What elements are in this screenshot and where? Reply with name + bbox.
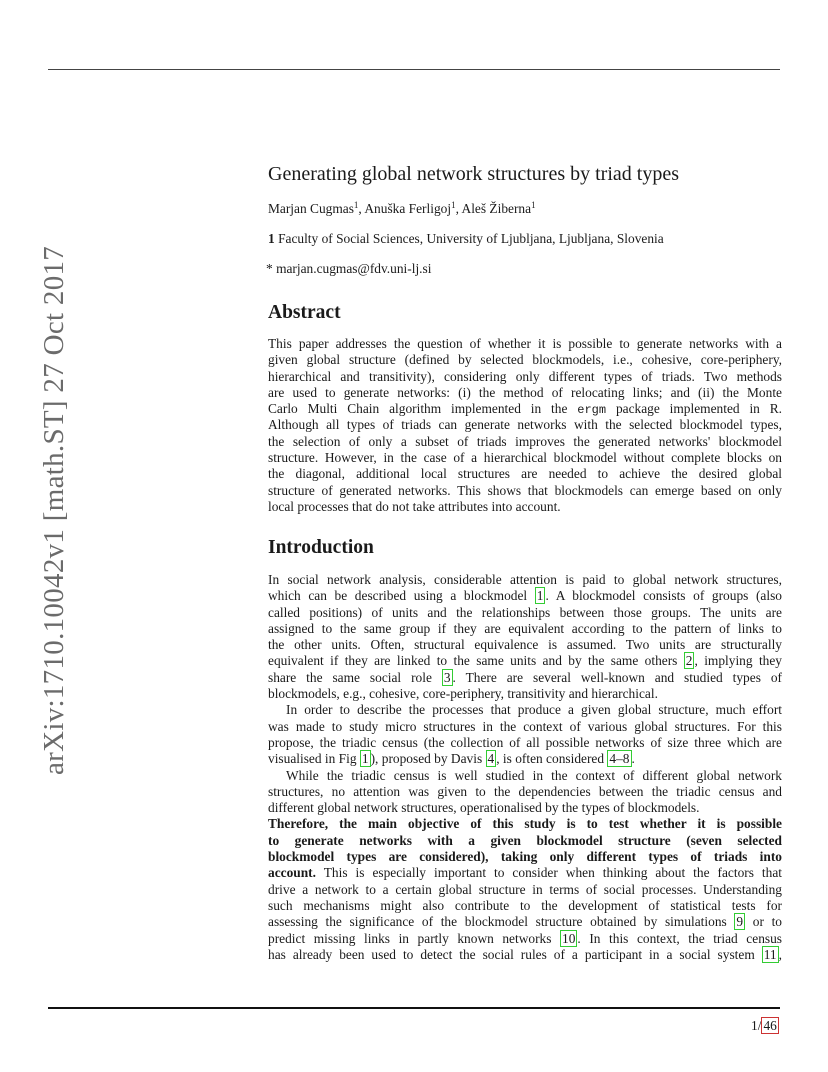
page-separator: / [757,1018,762,1033]
abstract-line: hierarchical and transitivity), considering only different types of triads. Two methods [268,368,782,384]
text-run: visualised in Fig [268,751,360,767]
text-run: While the triadic census is well studied in the context of different global network [286,767,782,783]
paper-title: Generating global network structures by triad types [268,163,679,185]
citation-link[interactable]: 4 [487,751,495,767]
abstract-line: local processes that do not take attributes into account. [268,498,561,514]
text-run: equivalent if they are linked to the same units and by the same others [268,653,684,669]
introduction-line [268,702,782,718]
introduction-line [268,670,782,686]
footer-rule [48,1007,780,1009]
introduction-line [268,621,782,637]
bold-text-run: account. [268,865,316,881]
citation-link[interactable]: 9 [736,914,744,930]
header-rule [48,69,780,70]
text-run: ), proposed by Davis [370,751,486,767]
introduction-line [268,572,782,588]
abstract-heading: Abstract [268,302,341,323]
affiliation [268,230,782,248]
abstract-line: This paper addresses the question of whether it is possible to generate networks with a [268,336,782,351]
abstract-body [268,336,782,515]
introduction-body [268,572,782,963]
introduction-line [268,686,782,702]
text-run: predict missing links in partly known networks [268,930,561,946]
introduction-line [268,653,782,669]
text-run: has already been used to detect the social rules of a participant in a social system [268,946,762,962]
text-run: , implying they [694,653,783,669]
citation-link[interactable]: 4–8 [609,751,630,767]
text-run: drive a network to a certain global structure in terms of social processes. Understanding [268,881,782,897]
text-run: different global network structures, operationalised by the types of blockmodels. [268,800,700,816]
text-run: share the same social role [268,669,442,685]
text-run: . A blockmodel consists of groups (also [545,588,783,604]
introduction-line [268,865,782,881]
code-run: ergm [577,403,607,418]
author-affiliation-mark: 1 [353,200,359,210]
current-page: 1 [751,1018,758,1033]
text-run: assigned to the same group if they are equivalent according to the pattern of links to [268,620,782,636]
author-name: Aleš Žiberna [461,201,532,216]
text-run: package implemented in R. [606,401,782,417]
author-separator: , [358,201,365,216]
author-affiliation-mark: 1 [451,200,456,210]
abstract-line: are used to generate networks: (i) the method of relocating links; and (ii) the Monte [268,384,782,400]
text-run: . In this context, the triad census [577,930,783,946]
introduction-line [268,816,782,832]
text-run: , is often considered [496,751,608,767]
introduction-line [268,898,782,914]
corresponding-email [266,260,780,278]
introduction-line [268,735,782,751]
total-pages-link[interactable]: 46 [763,1018,777,1033]
text-run: In order to describe the processes that produce a given global structure, much effort [286,702,782,718]
citation-link[interactable]: 2 [685,653,693,669]
bold-text-run: Therefore, the main objective of this study is to test whether it is possible [268,816,782,832]
text-run: was made to study micro structures in the context of various global structures. For this [268,718,782,734]
citation-link[interactable]: 3 [443,669,451,685]
text-run: called positions) of units and the relationships between those groups. The units are [268,604,782,620]
introduction-line [268,833,782,849]
introduction-line [268,784,782,800]
text-run: which can be described using a blockmodel [268,588,535,604]
text-run: Carlo Multi Chain algorithm implemented in the [268,401,578,417]
email-mark: * [266,261,273,276]
text-run: propose, the triadic census (the collection of all possible networks of size three which are [268,734,782,750]
introduction-line [268,637,782,653]
page-number [751,1017,779,1035]
text-run: . There are several well-known and studied types of [452,669,782,685]
introduction-heading: Introduction [268,537,374,558]
abstract-line: structure. However, in the case of a hierarchical blockmodel without complete blocks on [268,450,782,466]
text-run: such mechanisms might also contribute to the development of statistical tests for [268,897,782,913]
text-run: the other units. Often, structural equivalence is assumed. Two units are structurally [268,637,782,653]
abstract-line: the selection of only a subset of triads improves the generated networks' blockmodel [268,433,782,449]
introduction-line [268,588,782,604]
text-run: In social network analysis, considerable attention is paid to global network structures, [268,572,782,587]
introduction-line [268,931,782,947]
email-address[interactable]: marjan.cugmas@fdv.uni-lj.si [276,261,432,276]
text-run: assessing the significance of the blockmodel structure obtained by simulations [268,914,735,930]
introduction-line [268,751,782,767]
introduction-line [268,605,782,621]
introduction-line [268,719,782,735]
introduction-line [268,947,782,963]
abstract-line [268,401,782,417]
text-run: or to [745,914,782,930]
introduction-line [268,768,782,784]
text-run: This is especially important to consider when thinking about the factors that [315,865,782,881]
affiliation-number: 1 [268,231,275,246]
citation-link[interactable]: 10 [562,930,576,946]
author-affiliation-mark: 1 [531,200,536,210]
abstract-line: given global structure (defined by selected blockmodels, i.e., cohesive, core-periphery, [268,352,782,368]
author-name: Anuška Ferligoj [364,201,452,216]
introduction-line [268,914,782,930]
abstract-line: Although all types of triads can generate networks with the selected blockmodel types, [268,417,782,433]
text-run: blockmodels, e.g., cohesive, core-periphery, transitivity and hierarchical. [268,686,658,702]
affiliation-text: Faculty of Social Sciences, University of Ljubljana, Ljubljana, Slovenia [278,231,664,246]
introduction-line [268,882,782,898]
author-name: Marjan Cugmas [268,201,354,216]
bold-text-run: blockmodel types are considered), taking only different types of triads into [268,849,782,865]
text-run: . [631,751,635,767]
text-run: , [778,946,782,962]
bold-text-run: to generate networks with a given blockmodel structure (seven selected [268,832,782,848]
abstract-line: structure of generated networks. This shows that blockmodels can emerge based on only [268,482,782,498]
author-separator: , [455,201,462,216]
citation-link[interactable]: 1 [361,751,369,767]
arxiv-identifier: arXiv:1710.10042v1 [math.ST] 27 Oct 2017 [38,245,70,775]
text-run: structures, no attention was given to the dependencies between the triadic census and [268,783,782,799]
abstract-line: the diagonal, additional local structures are needed to achieve the desired global [268,466,782,482]
introduction-line [268,800,782,816]
citation-link[interactable]: 11 [763,946,777,962]
citation-link[interactable]: 1 [536,588,544,604]
introduction-line [268,849,782,865]
author-list [268,200,782,218]
